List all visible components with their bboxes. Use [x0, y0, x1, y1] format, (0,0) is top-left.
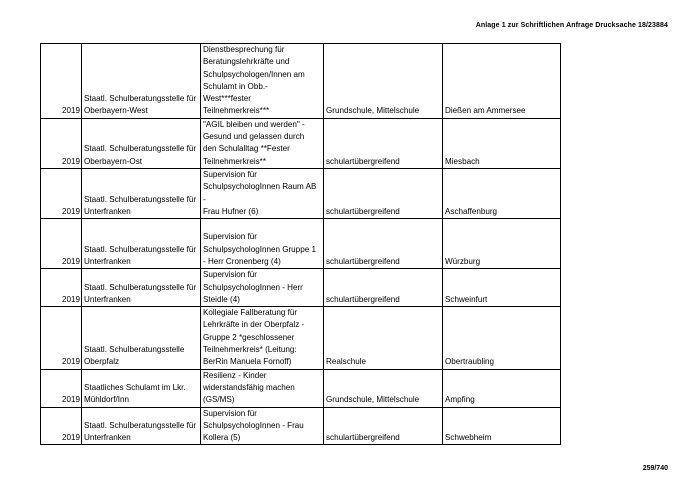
cell-description: Resilienz - Kinder widerstandsfähig machen (GS/MS): [201, 369, 324, 407]
cell-location: Würzburg: [443, 219, 561, 269]
cell-institution: Staatl. Schulberatungsstelle für Unterfranken: [82, 219, 201, 269]
cell-description: Supervision für SchulpsychologInnen - Frau Kollera (5): [201, 407, 324, 445]
cell-schooltype: schulartübergreifend: [324, 118, 443, 168]
cell-institution: Staatl. Schulberatungsstelle für Oberbayern-West: [82, 44, 201, 119]
cell-schooltype: Realschule: [324, 307, 443, 369]
cell-institution: Staatl. Schulberatungsstelle für Oberbayern-Ost: [82, 118, 201, 168]
cell-location: Schweinfurt: [443, 269, 561, 307]
cell-institution: Staatl. Schulberatungsstelle für Unterfranken: [82, 407, 201, 445]
cell-year: 2019: [41, 307, 82, 369]
cell-location: Miesbach: [443, 118, 561, 168]
cell-location: Ampfing: [443, 369, 561, 407]
cell-institution: Staatl. Schulberatungsstelle Oberpfalz: [82, 307, 201, 369]
cell-institution: Staatl. Schulberatungsstelle für Unterfranken: [82, 269, 201, 307]
table-row: [41, 44, 561, 119]
table-row: [41, 269, 561, 307]
cell-location: Aschaffenburg: [443, 168, 561, 218]
table-row: [41, 118, 561, 168]
cell-location: Dießen am Ammersee: [443, 44, 561, 119]
data-table: [40, 43, 561, 445]
table-row: [41, 168, 561, 218]
cell-description: "AGIL bleiben und werden" - Gesund und gelassen durch den Schulalltag **Fester Teilnehmerkreis**: [201, 118, 324, 168]
cell-description: Supervision für SchulpsychologInnen - Herr Steidle (4): [201, 269, 324, 307]
cell-schooltype: schulartübergreifend: [324, 219, 443, 269]
cell-description: Supervision für SchulpsychologInnen Gruppe 1 - Herr Cronenberg (4): [201, 219, 324, 269]
cell-description: Dienstbesprechung für Beratungslehrkräfte und Schulpsychologen/Innen am Schulamt in Obb.- West***fester Teilnehmerkreis***: [201, 44, 324, 119]
cell-year: 2019: [41, 118, 82, 168]
cell-year: 2019: [41, 269, 82, 307]
cell-year: 2019: [41, 219, 82, 269]
page-number: 259/740: [642, 465, 668, 472]
cell-schooltype: Grundschule, Mittelschule: [324, 44, 443, 119]
cell-year: 2019: [41, 407, 82, 445]
table-row: [41, 369, 561, 407]
cell-institution: Staatl. Schulberatungsstelle für Unterfranken: [82, 168, 201, 218]
cell-year: 2019: [41, 369, 82, 407]
cell-year: 2019: [41, 44, 82, 119]
document-header: Anlage 1 zur Schriftlichen Anfrage Drucksache 18/23884: [475, 22, 668, 29]
cell-description: Kollegiale Fallberatung für Lehrkräfte in der Oberpfalz - Gruppe 2 *geschlossener Teilnehmerkreis* (Leitung: BerRin Manuela Fornoff): [201, 307, 324, 369]
cell-schooltype: Grundschule, Mittelschule: [324, 369, 443, 407]
cell-institution: Staatliches Schulamt im Lkr. Mühldorf/Inn: [82, 369, 201, 407]
cell-schooltype: schulartübergreifend: [324, 407, 443, 445]
cell-schooltype: schulartübergreifend: [324, 168, 443, 218]
cell-schooltype: schulartübergreifend: [324, 269, 443, 307]
cell-location: Obertraubling: [443, 307, 561, 369]
cell-location: Schwebheim: [443, 407, 561, 445]
table-row: [41, 219, 561, 269]
table-row: [41, 407, 561, 445]
table-row: [41, 307, 561, 369]
cell-year: 2019: [41, 168, 82, 218]
cell-description: Supervision für SchulpsychologInnen Raum AB - Frau Hufner (6): [201, 168, 324, 218]
